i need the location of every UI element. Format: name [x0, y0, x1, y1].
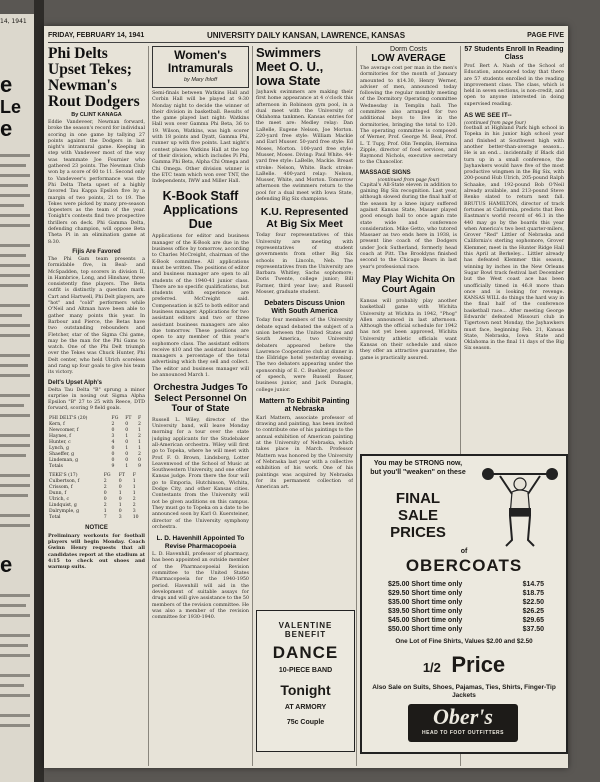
adjacent-text-line — [0, 334, 30, 337]
regular-price: $45.00 Short time only — [388, 617, 463, 624]
col-header: FT — [125, 415, 132, 421]
byline: by Mary Ihloff — [183, 77, 217, 83]
headline-as-we-see-it: AS WE SEE IT-- — [464, 112, 512, 120]
headline-womens-intramurals: Women's Intramurals — [167, 48, 234, 75]
adjacent-headline-fragment: Le — [0, 97, 22, 117]
stat: 0 — [118, 484, 122, 490]
adjacent-text-line — [0, 264, 30, 267]
column-reading-class — [464, 46, 564, 448]
col-header: F — [132, 472, 136, 478]
adjacent-text-line — [0, 154, 30, 157]
stat: 2 — [132, 502, 136, 508]
headline-big-six: K.U. Represented At Big Six Meet — [260, 206, 349, 230]
stat: 0 — [111, 427, 115, 433]
article-body: Applications for editor and business manager of the K-Book are due in the business office by tomorrow, according to Charles McCreight, chairman of the K-Book committee. All applications must be written. The positions of editor and business manager are open to all students of the 1940-41 junior class. There are no specific qualifications, but students with experience are preferred. McCreight said. Compensation is $25 to both editor and business manager. Applications for two assistant editors and two or three assistant business managers are also due tomorrow. These positions are open to any member of this year's sophomore class. The assistant editors receive $10 and the assistant business managers a percentage of the total advertising which they sell and collect. The editor and business manager will be announced March 1. — [152, 234, 249, 378]
adjacent-text-line — [0, 604, 26, 607]
column-rule — [148, 46, 149, 766]
article-body: Karl Mattern, associate professor of drawing and painting, has been invited to contribute one of his paintings to the annual exhibition of American painting at the University of Nebraska, which takes place in March. Professor Mattern was honored by the University of Nebraska last year with a collective exhibition of his work. One of his paintings was acquired by Nebraska for its permanent collection of American art. — [256, 415, 353, 491]
sale-price: $29.65 — [522, 617, 544, 624]
adjacent-text-line — [0, 394, 30, 397]
column-rule — [252, 46, 253, 766]
strongman-illustration — [482, 460, 558, 552]
stat: 2 — [132, 496, 136, 502]
ad-word: PRICES — [390, 524, 446, 541]
stat: 1 — [137, 445, 141, 451]
player-name: Newcomer, f — [49, 427, 79, 433]
adjacent-text-line — [0, 184, 28, 187]
stat: 1 — [132, 478, 136, 484]
adjacent-text-line — [0, 194, 30, 197]
adjacent-text-line — [0, 674, 30, 677]
adjacent-text-line — [0, 244, 30, 247]
col-header: FT — [118, 472, 125, 478]
adjacent-text-line — [0, 204, 24, 207]
column-dorm-costs — [360, 46, 457, 448]
stat: 0 — [111, 457, 115, 463]
stat: 3 — [132, 508, 136, 514]
box-score-phi-delts — [48, 416, 145, 470]
masthead: UNIVERSITY DAILY KANSAN, LAWRENCE, KANSAS — [206, 31, 406, 40]
adjacent-text-line — [0, 174, 30, 177]
adjacent-text-line — [0, 214, 30, 217]
headline-massage-signs: MASSAGE SIGNS — [360, 169, 411, 176]
table-row-total — [48, 515, 145, 521]
binding-spine — [34, 0, 44, 782]
ad-also-sale: Also Sale on Suits, Shoes, Pajamas, Ties, Shirts, Finger-Tip Jackets — [372, 684, 556, 699]
column-swimmers — [256, 46, 353, 602]
adjacent-text-line — [0, 354, 30, 357]
stat: 1 — [132, 484, 136, 490]
issue-date: FRIDAY, FEBRUARY 14, 1941 — [48, 32, 145, 39]
adjacent-text-line — [0, 644, 28, 647]
sale-price: $37.50 — [522, 626, 544, 633]
article-body: Prof. Bert A. Nash of the School of Education, announced today that there are 57 students enrolled in the reading improvement class. The class, which is held in seven sections, is non-credit, and open to anyone interested in doing supervised reading. — [464, 64, 564, 107]
headline-swimmers: Swimmers Meet O. U., Iowa State — [256, 46, 324, 88]
byline: By CLINT KANAGA — [71, 112, 122, 118]
ad-price-list — [388, 580, 544, 634]
newspaper-page — [44, 26, 568, 768]
stat: 0 — [118, 508, 122, 514]
adjacent-text-line — [0, 364, 28, 367]
column-sports-intramural — [48, 46, 145, 764]
ad-word: SALE — [397, 507, 438, 524]
stat: 1 — [125, 463, 129, 469]
player-name: Culbertson, f — [49, 478, 80, 484]
stat: 0 — [125, 421, 129, 427]
col-header: FG — [103, 472, 111, 478]
stat: 0 — [125, 439, 129, 445]
stat: 10 — [132, 514, 139, 520]
column-rule — [356, 46, 357, 766]
adjacent-page-date: 14, 1941 — [0, 18, 27, 25]
adjacent-text-line — [0, 224, 30, 227]
ad-intro: You may be STRONG now, but you'll "weaken" on these — [370, 460, 466, 476]
player-name: Haynes, f — [49, 433, 71, 439]
ad-line: 10-PIECE BAND — [278, 667, 333, 674]
player-name: Hunter, c — [49, 439, 71, 445]
sale-price: $18.75 — [522, 590, 544, 597]
article-body: football at Highland Park high school in Topeka in his junior high school year and finished at Southwest high with another better-than-average season... He is an end... incidentally if Black did turn up in a small conference, the Jayhawkers would have five of the most productive wingmen in the Big Six, with 200-pound Hub Ulrich, 205-pound Ralph Schaake, and 192-pound Bob O'Neil already available, and 213-pound Steve Renko slated to return next fall. BRUTUS HAMILTON, director of track fortunes at California, predicts that Ben Eastman's world record of 46.1 in the 440 may go by the boards this year when America's two best quarter-milers, Grover "Red" Littler of Nebraska and California's sterling sophomore, Grover Klemmer, meet in the Hunter Ridge Hall this April at Berkeley... Littler already has defeated Klemmer this season, winning by inches in the New Orleans Sugar Bowl track festival last December but the West coast ace has been unofficially timed in 46.8 more than once and is looking for revenge. KANSAS WILL do things the hard way in the final half of the conference basketball race... After meeting George Edwards' defeated Missouri club in Tigertown next Monday, the Jayhawkers must face, beginning Feb. 21, Kansas State, Nebraska, Iowa State and Oklahoma in the final 11 days of the Big Six season. — [464, 126, 564, 352]
subhead: Fijis Are Favored — [72, 248, 121, 255]
ad-line: Tonight — [280, 682, 331, 698]
table-row-total — [48, 464, 145, 470]
price-row — [388, 589, 544, 598]
stat: 1 — [125, 445, 129, 451]
adjacent-text-line — [0, 514, 30, 517]
col-header: F — [137, 415, 142, 421]
adjacent-text-line — [0, 254, 26, 257]
player-name: Dalrymple, g — [49, 508, 80, 514]
stat: 2 — [103, 484, 107, 490]
stat: 0 — [118, 478, 122, 484]
adjacent-text-line — [0, 634, 30, 637]
article-body: The average cost per man in the men's dormitories for the month of January amounted to $14.30, Henry Werner, adviser of men, announced today following the regular monthly meeting of the Dormitory Operating committee Wednesday in Templin hall. The committee also arranged for two additional boys to live in the dormitories, bringing the total to 120. The operating committee is composed of Werner, Prof. George M. Beal, Prof. L. T. Tupy, Prof. Olin Templin, Hermina Zipple, director of food services, and Raymond Nichols, executive secretary to the Chancellor. — [360, 66, 457, 166]
adjacent-text-line — [0, 434, 30, 437]
adjacent-text-line — [0, 274, 30, 277]
womens-intramurals-box — [152, 46, 249, 88]
sale-price: $26.25 — [522, 608, 544, 615]
regular-price: $25.00 Short time only — [388, 581, 463, 588]
store-name: Ober's — [433, 704, 493, 729]
price-row — [388, 580, 544, 589]
adjacent-text-line — [0, 374, 30, 377]
adjacent-text-line — [0, 524, 30, 527]
adjacent-text-line — [0, 684, 24, 687]
adjacent-headline-fragment: e — [0, 72, 13, 97]
stat: 1 — [125, 433, 129, 439]
stat: 2 — [111, 421, 115, 427]
price-row — [388, 616, 544, 625]
notice-body: Preliminary workouts for football players will begin Monday. Coach Gwinn Henry requests that all candidates report at the stadium at 4:15 to check out shoes and warmup suits. — [48, 532, 145, 571]
adjacent-text-line — [0, 304, 30, 307]
ad-line: VALENTINE — [278, 621, 333, 630]
obers-logo — [408, 704, 518, 742]
total-label: Totals — [49, 463, 63, 469]
headline-phi-delts: Phi Delts Upset Tekes; Newman's Rout Dodgers — [48, 46, 140, 110]
stat: 2 — [137, 433, 141, 439]
article-body: Today four representatives of this University are meeting with representatives of student governments from other Big Six schools in Lincoln, Neb. The representatives from the University are Barbara Whitley, Sachs sophomore; Doris Twente, college junior; Bill Farmer, third year law; and Russell Mosser, graduate student. — [256, 233, 353, 296]
adjacent-text-line — [0, 164, 26, 167]
regular-price: $29.50 Short time only — [388, 590, 463, 597]
page-number: PAGE FIVE — [527, 32, 564, 39]
adjacent-text-line — [0, 324, 30, 327]
player-name: Dunn, f — [49, 490, 67, 496]
ad-valentine-dance — [256, 610, 355, 752]
stat: 1 — [118, 490, 122, 496]
ad-line: AT ARMORY — [284, 704, 327, 711]
stat: 1 — [103, 508, 107, 514]
player-name: Shaeffer, g — [49, 451, 75, 457]
article-body: L. D. Havenhill, professor of pharmacy, has been appointed an outside member of the Pharmacopoeial Revision committee to the United States Pharmacopoeia for the 1940-1950 period. Havenhill will aid in the development of suitable assays for drugs and will give assistance to the 50 members of the revision committee. He was also a member of the revision committee for 1930-1940. — [152, 552, 249, 621]
adjacent-text-line — [0, 714, 30, 717]
article-body: Delta Tau Delta "B" sprung a minor surprise in nosing out Sigma Alpha Epsilon "B" 27 to 25 with Reece, DTD forward, scoring 9 field goals. — [48, 387, 145, 412]
article-body: Semi-finals between Watkins Hall and Corbin Hall will be played at 9:30 Monday night to decide the winner of their division in basketball. Results of the game played last night: Watkins Hall won over Gamma Phi Beta, 36 to 19. Wilson, Watkins, was high scorer with 18 points and Dyatt, Gamma Phi, runner up with five points. Last night's contest places Watkins Hall at the top of their division, which includes Pi Phi, Gamma Phi Beta, Alpha Chi Omega and Chi Omega. Other division winner is the ETC team which won over TNT, the Independents, IWW and Miller Hall. — [152, 91, 249, 185]
adjacent-text-line — [0, 314, 22, 317]
stat: 0 — [137, 457, 141, 463]
adjacent-text-line — [0, 484, 30, 487]
price-row — [388, 598, 544, 607]
headline-wichita: May Play Wichita On Court Again — [362, 273, 455, 296]
stat: 1 — [132, 490, 136, 496]
adjacent-text-line — [0, 404, 24, 407]
box-score-tekes — [48, 473, 145, 521]
stat: 7 — [103, 514, 107, 520]
stat: 0 — [111, 451, 115, 457]
price-row — [388, 625, 544, 634]
player-name: Lynch, g — [49, 445, 69, 451]
ad-of: of — [460, 548, 468, 555]
total-label: Total — [49, 514, 61, 520]
player-name: Ulrich, c — [49, 496, 70, 502]
adjacent-text-line — [0, 444, 30, 447]
store-tagline: HEAD TO FOOT OUTFITTERS — [422, 730, 504, 736]
box-score-team: TEKE'S (17) — [49, 472, 78, 478]
stat: 2 — [137, 451, 141, 457]
continued-note: (continued from page four) — [464, 121, 526, 127]
headline-debaters: Debaters Discuss Union With South America — [264, 300, 345, 316]
ad-line: 75c Couple — [286, 719, 325, 726]
article-body: Jayhawk swimmers are making their first home appearance at 4 o'clock this afternoon in Robinson gym pool, in a dual meet with the University of Oklahoma tankmen. Kansas entries for the meet are: Medley relay: Dan LaBelle, Eugene Nelson, Joe Morton. 220-yard free style: William Mackie and Earl Musser. 50-yard free style: Ed Moses, Morton. 100-yard free style: Musser, Moses. Diving: Paul White. 44-yard free style: LaBelle, Mackie. Breast stroke: Nelson, White. Back stroke: LaBelle. 400-yard relay: Nelson, Musser, White, and Morton. Tomorrow afternoon the swimmers return to the pool for a dual meet with Iowa State, defending Big Six champions. — [256, 90, 353, 203]
col-header: FG — [111, 415, 119, 421]
ad-product: OBERCOATS — [405, 556, 523, 575]
player-name: Crissom, f — [49, 484, 73, 490]
page-header — [48, 30, 564, 43]
regular-price: $50.00 Short time only — [388, 626, 463, 633]
adjacent-text-line — [0, 694, 30, 697]
stat: 9 — [111, 463, 115, 469]
stat: 3 — [118, 514, 122, 520]
stat: 3 — [111, 433, 115, 439]
player-name: Lindquist, g — [49, 502, 77, 508]
regular-price: $35.00 Short time only — [388, 599, 463, 606]
adjacent-headline-fragment: e — [0, 116, 13, 141]
ad-final-sale-prices — [368, 490, 468, 541]
adjacent-text-line — [0, 414, 30, 417]
sale-price: $22.50 — [522, 599, 544, 606]
headline-mattern: Mattern To Exhibit Painting at Nebraska — [259, 397, 350, 413]
stat: 1 — [137, 427, 141, 433]
stat: 0 — [125, 457, 129, 463]
ad-fraction: 1/2 — [422, 660, 441, 675]
adjacent-text-line — [0, 474, 30, 477]
headline-havenhill: L. D. Havenhill Appointed To Revise Pharmacopoeia — [156, 535, 245, 550]
headline-reading-class: 57 Students Enroll In Reading Class — [464, 46, 564, 61]
article-body: Today four members of the University debate squad debated the subject of a union between the United States and South America, two University debaters appeared before the Lawrence Cooperative club at dinner in the Eldridge hotel yesterday evening. The two debaters appearing under the sponsorship of E. C. Buehler, professor of speech, were Russell Bauer, business junior, and Jack Dunagin, college junior. — [256, 318, 353, 393]
article-body: The Phi Gam team presents a formidable five, in Beal- and McSpadden, top scorers in division II, in Hambrice, Long, and Hinshaw, three consistently fine players. The Beta outfit is distinctly a question mark. Cart and Hartwell, Phi Delt players, are "hot" and "cold" performers while O'Neil and Altman have been able to gather many points this year. In Barbour and Pierce, the Betas have two outstanding rebounders and Fletcher, star of the Sigma Chi game, may be the man for the Phi Gams to watch. One of the Phi Delt triumph over the Tekes was Chuck Hunter, Phi Delt center, who held Ulrich scoreless and rang up four goals to give his team its victory. — [48, 256, 145, 376]
adjacent-text-line — [0, 454, 26, 457]
ad-line: DANCE — [272, 643, 339, 662]
adjacent-text-line — [0, 614, 30, 617]
stat: 0 — [125, 427, 129, 433]
adjacent-text-line — [0, 654, 30, 657]
headline-kbook: K-Book Staff Applications Due — [162, 189, 239, 232]
regular-price: $39.50 Short time only — [388, 608, 463, 615]
adjacent-text-line — [0, 594, 30, 597]
stat: 0 — [111, 445, 115, 451]
continued-note: (continued from page four) — [377, 177, 440, 183]
player-name: Lindeman, g — [49, 457, 79, 463]
stat: 0 — [103, 490, 107, 496]
ad-price-word: Price — [451, 652, 506, 677]
article-body: Capital's All-State eleven in addition to gaining Big Six recognition. Last year, although slowed during the final half of the season by a knee injury suffered against Kansas State, Masaer played good enough ball to once again rate state wide and conference consideration. Mike Getto, who tutored Massaer as two ends here in 1938, is present line coach of the Dodgers under Jock Sutherland, formerly head coach at Pitt. The Brooklyns finished second to the Chicago Bears in last year's professional race. — [360, 182, 457, 270]
box-score-team: PHI DELT'S (20) — [49, 415, 88, 421]
notice-title: NOTICE — [85, 524, 108, 531]
subhead: Delt's Upset Alph's — [48, 379, 102, 386]
ad-shirts-notice: One Lot of Fine Shirts, Values $2.00 and $2.50 — [395, 638, 533, 645]
stat: 1 — [118, 502, 122, 508]
stat: 0 — [125, 451, 129, 457]
stat: 9 — [137, 463, 141, 469]
stat: 0 — [118, 496, 122, 502]
stat: 1 — [137, 439, 141, 445]
ad-line: BENEFIT — [284, 630, 327, 639]
kicker: Dorm Costs — [390, 46, 427, 53]
ad-obers — [360, 454, 568, 754]
article-body: Eddie Vandeveer, Newman forward, broke the season's record for individual scoring in one game by tallying 27 points against the Dodgers in last night's intramural game. Keeping in step with Vandeveer most of the way was teammate Joe Fournier who gathered 23 points. The Newman Club won by a score of 60 to 11. Second only to Vandeveer's performance was the Phi Delta Theta upset of a highly favored Tau Kappa Epsilon five by a margin of two points, 21 to 19. The Tekes were picked by many pre-season dopesters as the team of the year. Tonight's contests find two prospective thrillers on deck. Phi Gamma Delta, defending champion, will oppose Beta Theta Pi in an elimination game at 8:30. — [48, 120, 145, 245]
column-womens-intramurals — [152, 46, 249, 764]
stat: 2 — [103, 478, 107, 484]
sale-price: $14.75 — [522, 581, 544, 588]
stat: 2 — [137, 421, 141, 427]
headline-low-average: LOW AVERAGE — [371, 53, 446, 64]
player-name: Kern, f — [49, 421, 65, 427]
adjacent-headline-fragment: e — [0, 552, 13, 577]
article-body: Kansas will probably play another basketball game with Wichita University at Wichita in 1942, "Phog" Allen announced in last afternoon. Although the official schedule for 1942 has not yet been approved, Wichita University athletic officials want Kansas on their schedule and since they offer an attractive guarantee, the game is practically assured. — [360, 298, 457, 361]
ad-half-price — [362, 652, 566, 678]
stat: 4 — [111, 439, 115, 445]
ad-word: FINAL — [395, 490, 441, 507]
article-body: Russell L. Wiley, director of the University band, will leave Monday morning for a tour over the state judging applicants for the Studebaker all-American orchestra. Wiley will first go to Topeka, where he will meet with Prof. F. O. Brown, Lindsborg, Lotter Leavenwood of the School of Music at Southwestern University, and one other Kansas judge. From there the four will go to Emporia, Hutchinson, Wichita, Dodge City, and other Kansas cities. Contestants from the University will not be given auditions on this campus. They must go to Topeka on a date to be announced soon by Karl O. Kuersteiner, director of the University symphony orchestra. — [152, 417, 249, 530]
stat: 0 — [103, 496, 107, 502]
adjacent-text-line — [0, 494, 28, 497]
stat: 2 — [103, 502, 107, 508]
adjacent-text-line — [0, 724, 30, 727]
price-row — [388, 607, 544, 616]
adjacent-page-left — [0, 14, 34, 782]
adjacent-text-line — [0, 284, 28, 287]
headline-orchestra: Orchestra Judges To Select Personnel On Tour of State — [153, 382, 248, 415]
